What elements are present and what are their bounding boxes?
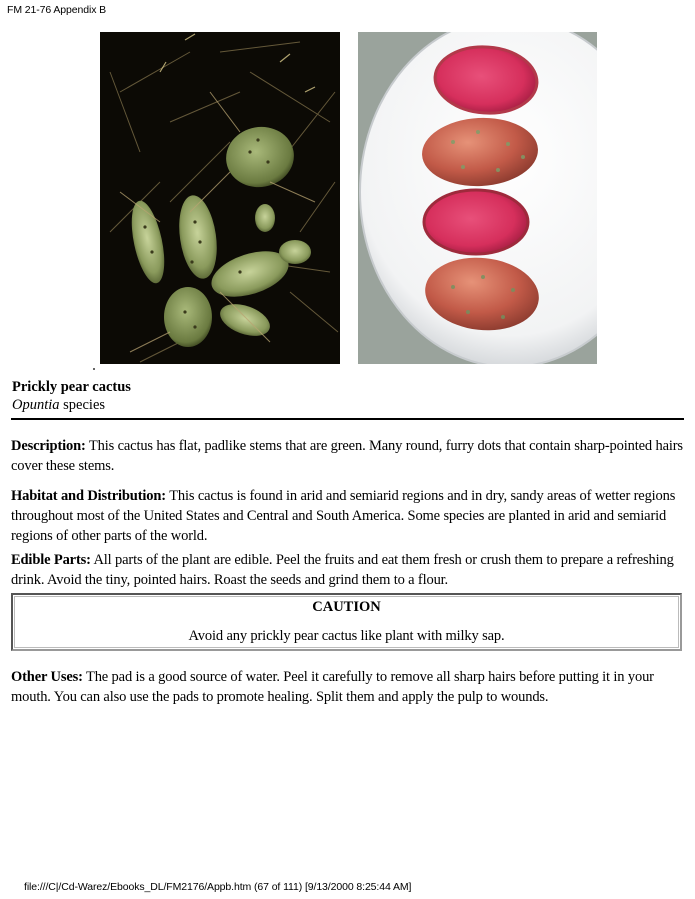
plant-title [12, 378, 131, 414]
habitat-paragraph [11, 486, 686, 546]
section-divider [11, 418, 684, 420]
caution-box [11, 593, 682, 651]
other-uses-label: Other Uses: [11, 669, 83, 685]
genus-name: Opuntia [12, 397, 60, 413]
page-header: FM 21-76 Appendix B [7, 4, 107, 16]
other-uses-paragraph [11, 667, 686, 707]
edible-parts-paragraph [11, 550, 686, 590]
caution-text: Avoid any prickly pear cactus like plant with milky sap. [188, 628, 505, 644]
habitat-text: This cactus is found in arid and semiarid regions and in dry, sandy areas of wetter regions throughout most of the United States and Central and South America. Some species are planted in arid and semiarid regions of other parts of the world. [11, 488, 676, 544]
cactus-photo [100, 32, 340, 364]
common-name: Prickly pear cactus [12, 379, 131, 395]
edible-parts-label: Edible Parts: [11, 552, 91, 568]
description-paragraph [11, 436, 686, 476]
fruit-photo [358, 32, 597, 364]
caution-title: CAUTION [312, 599, 381, 615]
page-footer: file:///C|/Cd-Warez/Ebooks_DL/FM2176/Appb.htm (67 of 111) [9/13/2000 8:25:44 AM] [24, 881, 412, 893]
description-label: Description: [11, 438, 86, 454]
scientific-name [12, 396, 131, 414]
genus-suffix: species [59, 397, 106, 413]
edible-parts-text: All parts of the plant are edible. Peel the fruits and eat them fresh or crush them to prepare a refreshing drink. Avoid the tiny, pointed hairs. Roast the seeds and grind them to a flour. [11, 552, 674, 588]
cactus-illustration [100, 32, 340, 364]
habitat-label: Habitat and Distribution: [11, 488, 166, 504]
stray-dot [93, 368, 95, 370]
description-text: This cactus has flat, padlike stems that are green. Many round, furry dots that contain sharp-pointed hairs cover these stems. [11, 438, 683, 474]
fruit-illustration [358, 32, 597, 364]
other-uses-text: The pad is a good source of water. Peel it carefully to remove all sharp hairs before putting it in your mouth. You can also use the pads to promote healing. Split them and apply the pulp to wounds. [11, 669, 654, 705]
